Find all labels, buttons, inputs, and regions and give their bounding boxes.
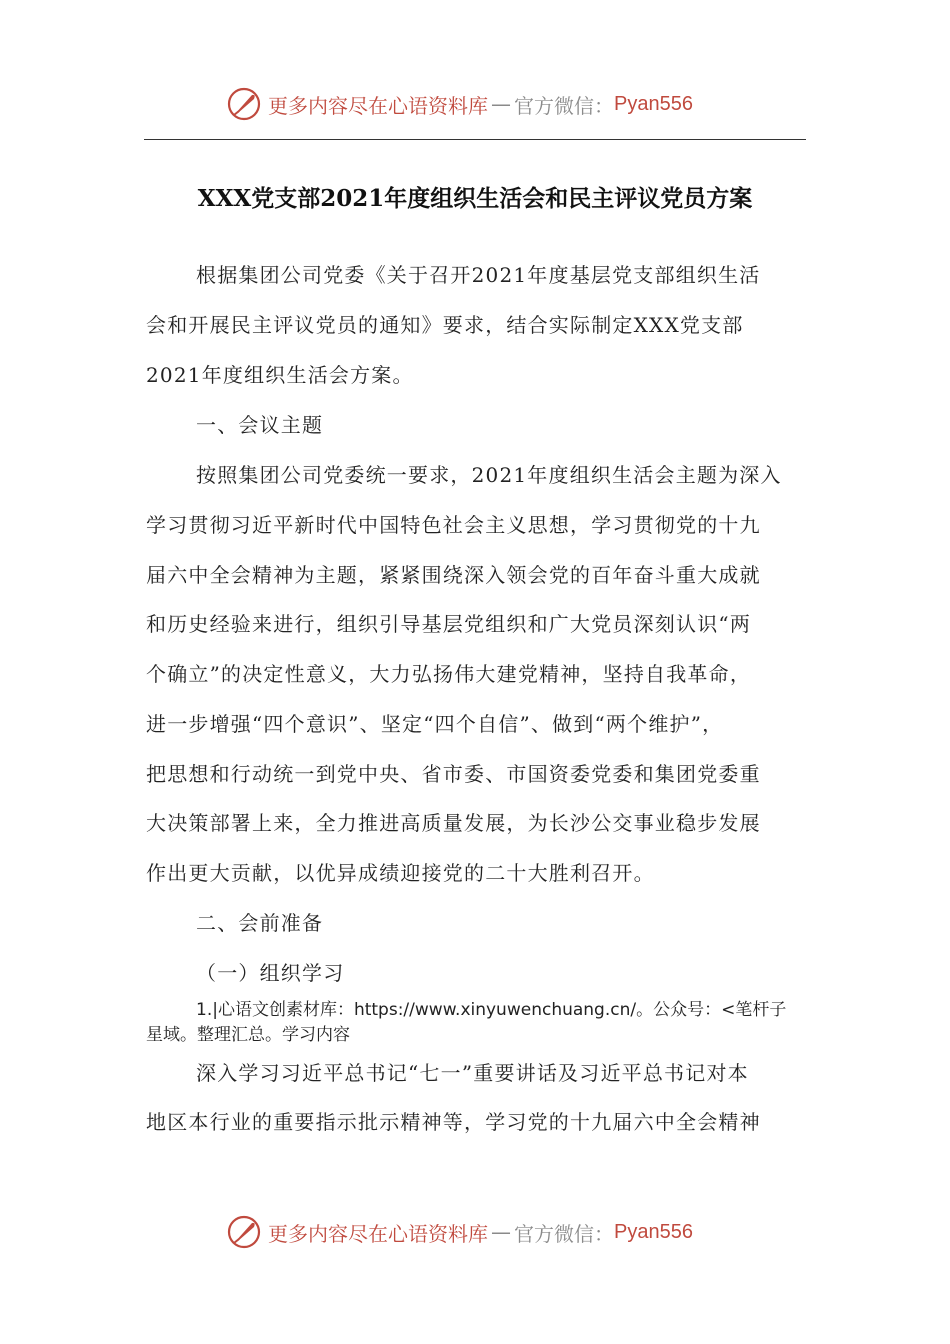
theme-paragraph-line: 届六中全会精神为主题，紧紧围绕深入领会党的百年奋斗重大成就 bbox=[146, 563, 761, 587]
theme-paragraph-line: 个确立”的决定性意义，大力弘扬伟大建党精神，坚持自我革命， bbox=[146, 662, 752, 686]
quill-logo-icon bbox=[226, 1214, 262, 1250]
header-wechat-id: Pyan556 bbox=[614, 92, 693, 115]
header-banner bbox=[226, 84, 693, 124]
subsection-heading-study: （一）组织学习 bbox=[196, 961, 345, 985]
theme-paragraph-line: 按照集团公司党委统一要求，2021年度组织生活会主题为深入 bbox=[196, 463, 782, 487]
quill-logo-icon bbox=[226, 86, 262, 122]
document-title: XXX党支部2021年度组织生活会和民主评议党员方案 bbox=[197, 185, 753, 212]
header-brand-text: 更多内容尽在心语资料库 bbox=[268, 93, 488, 118]
intro-line: 根据集团公司党委《关于召开2021年度基层党支部组织生活 bbox=[196, 263, 761, 287]
footer-brand-text: 更多内容尽在心语资料库 bbox=[268, 1221, 488, 1246]
study-paragraph-line: 深入学习习近平总书记“七一”重要讲话及习近平总书记对本 bbox=[196, 1061, 749, 1085]
theme-paragraph-line: 学习贯彻习近平新时代中国特色社会主义思想，学习贯彻党的十九 bbox=[146, 513, 761, 537]
section-heading-theme: 一、会议主题 bbox=[196, 413, 324, 437]
theme-paragraph-line: 作出更大贡献，以优异成绩迎接党的二十大胜利召开。 bbox=[146, 861, 655, 885]
header-separator: — bbox=[491, 92, 511, 116]
theme-paragraph-line: 和历史经验来进行，组织引导基层党组织和广大党员深刻认识“两 bbox=[146, 612, 752, 636]
header-divider bbox=[144, 139, 806, 140]
header-wechat-label: 官方微信： bbox=[514, 93, 614, 118]
footer-separator: — bbox=[491, 1220, 511, 1244]
theme-paragraph-line: 把思想和行动统一到党中央、省市委、市国资委党委和集团党委重 bbox=[146, 762, 761, 786]
footer-wechat-id: Pyan556 bbox=[614, 1220, 693, 1243]
intro-line: 会和开展民主评议党员的通知》要求，结合实际制定XXX党支部 bbox=[146, 313, 744, 337]
source-note-line: 1.|心语文创素材库：https://www.xinyuwenchuang.cn/。公众号：<笔杆子 bbox=[196, 1000, 787, 1020]
intro-line: 2021年度组织生活会方案。 bbox=[146, 363, 414, 387]
footer-banner bbox=[226, 1212, 693, 1252]
section-heading-preparation: 二、会前准备 bbox=[196, 911, 324, 935]
footer-wechat-label: 官方微信： bbox=[514, 1221, 614, 1246]
study-paragraph-line: 地区本行业的重要指示批示精神等，学习党的十九届六中全会精神 bbox=[146, 1110, 761, 1134]
theme-paragraph-line: 进一步增强“四个意识”、坚定“四个自信”、做到“两个维护”， bbox=[146, 712, 724, 736]
theme-paragraph-line: 大决策部署上来，全力推进高质量发展，为长沙公交事业稳步发展 bbox=[146, 811, 761, 835]
source-note-line: 星域。整理汇总。学习内容 bbox=[146, 1025, 350, 1045]
